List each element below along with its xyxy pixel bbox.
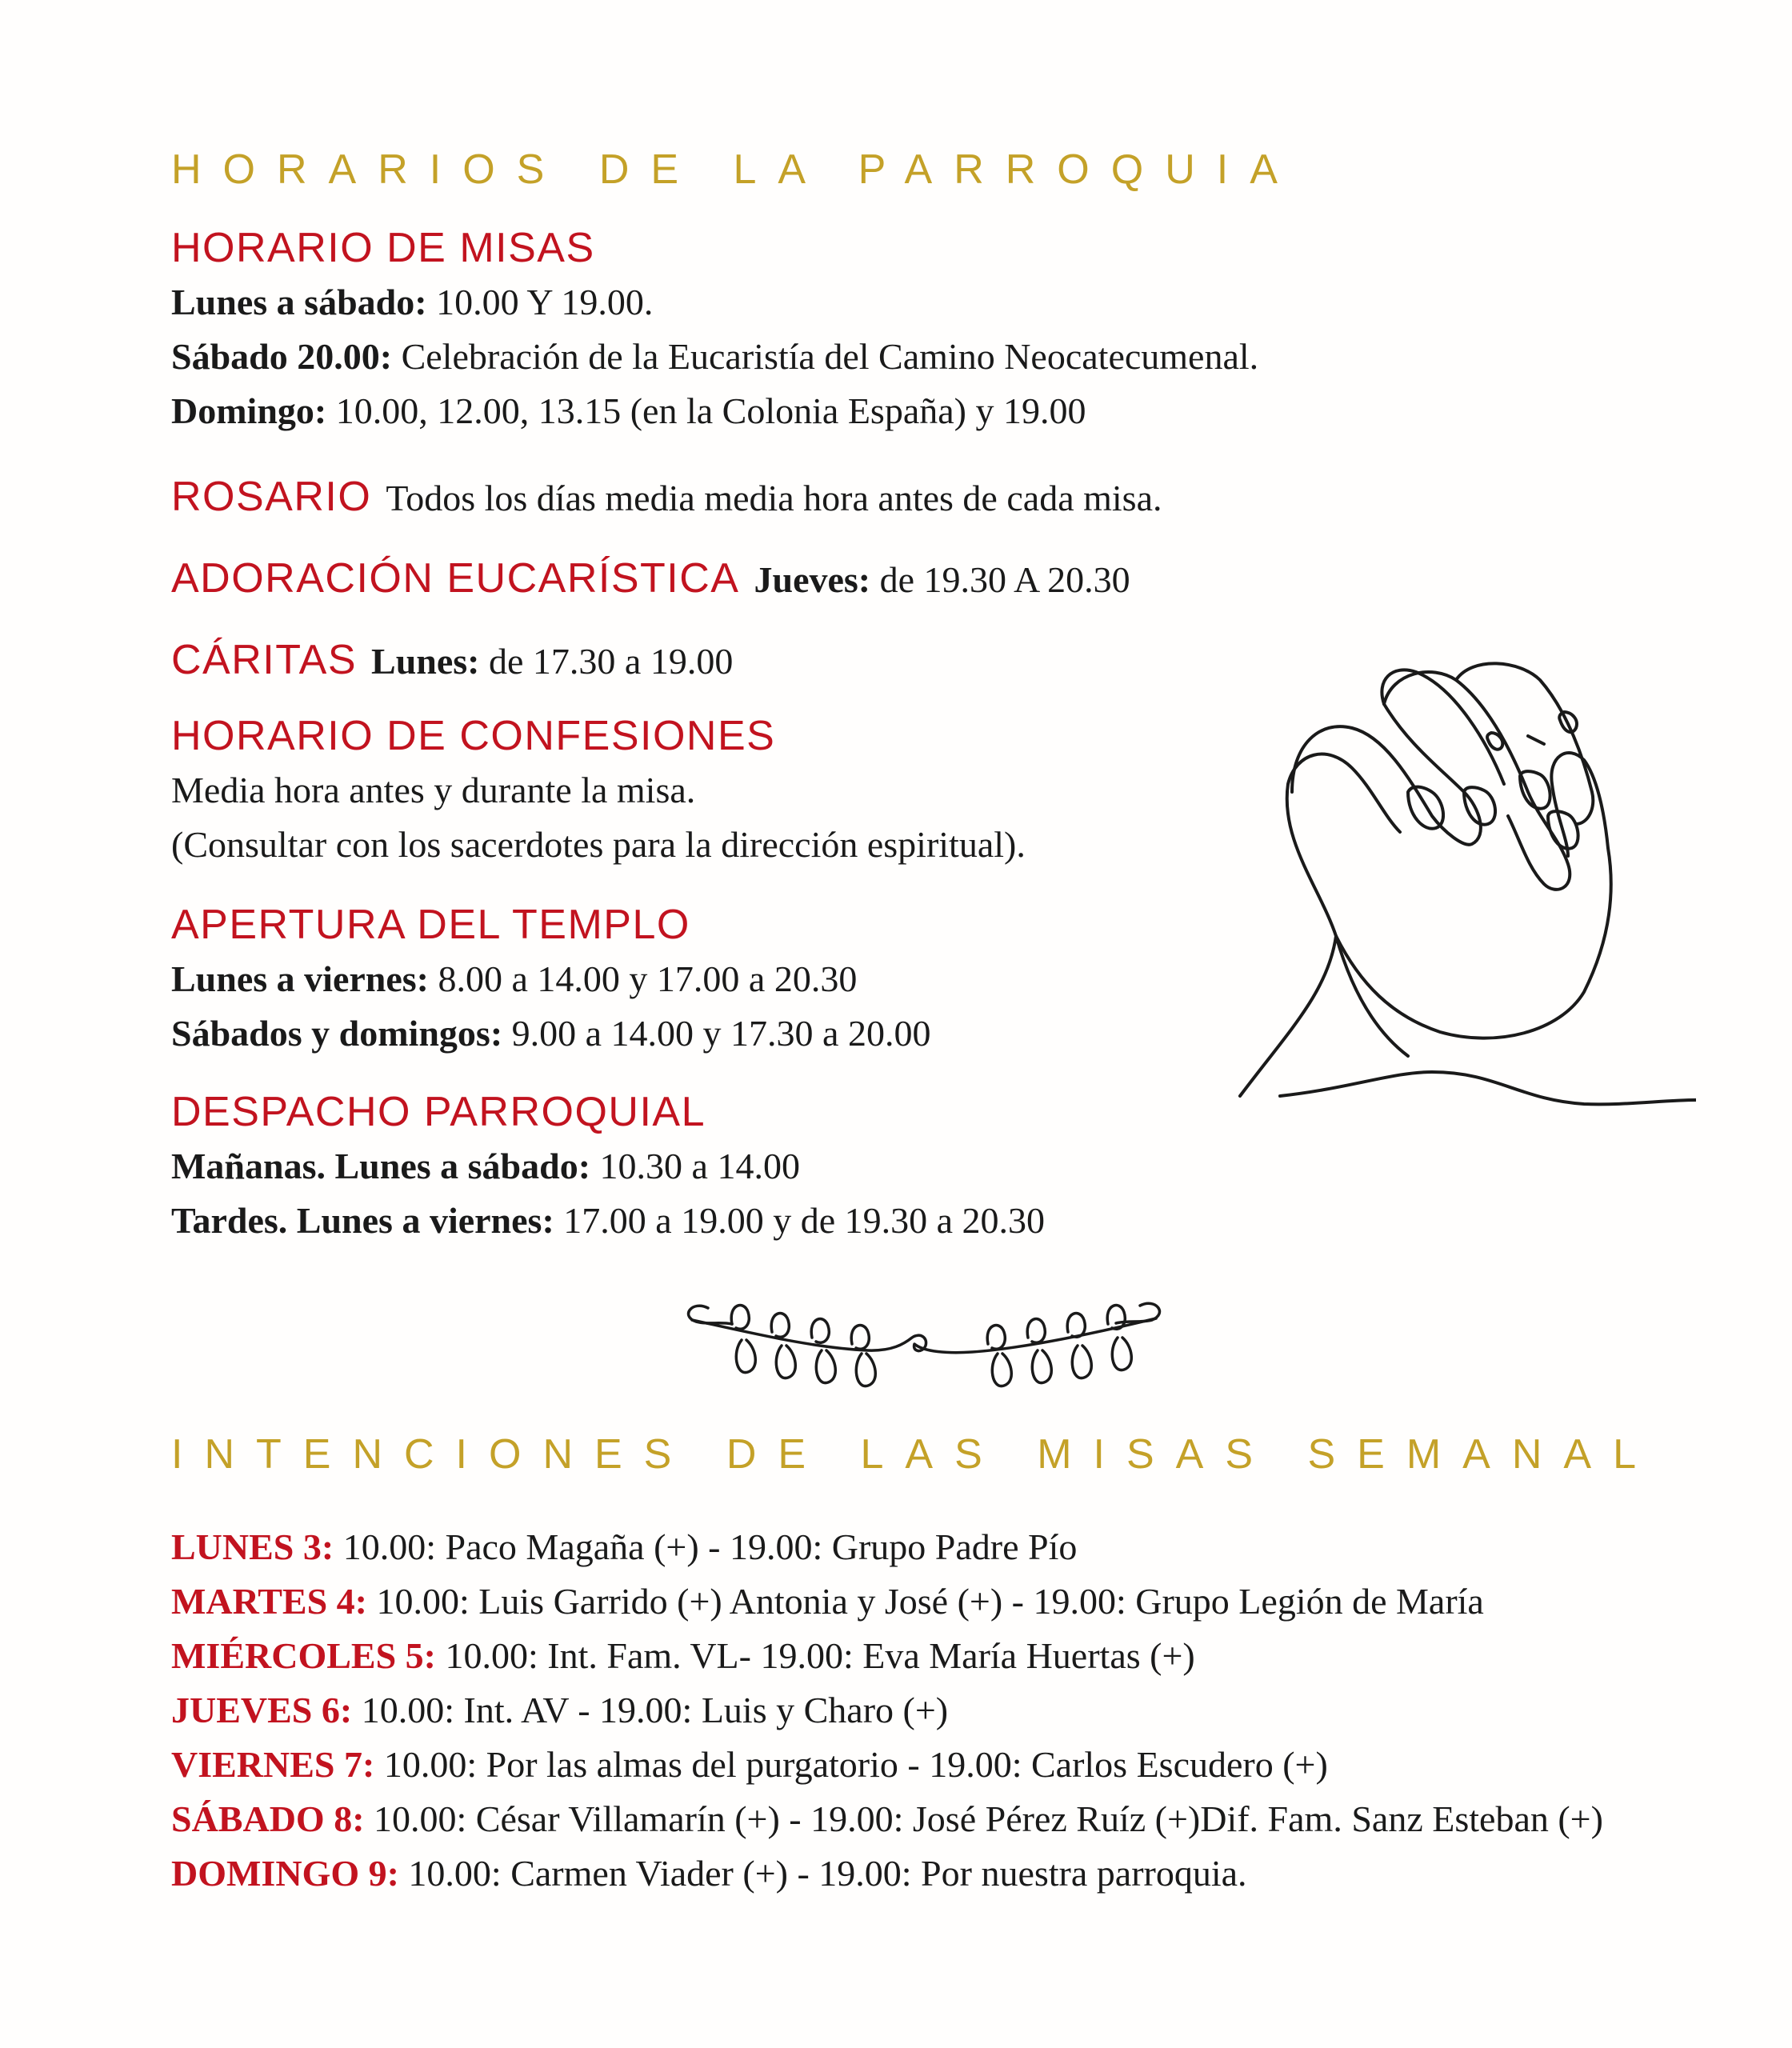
apertura-line-label: Lunes a viernes: <box>171 958 429 999</box>
apertura-heading: APERTURA DEL TEMPLO <box>171 902 690 948</box>
intencion-row <box>171 1738 1603 1792</box>
intencion-day: VIERNES 7: <box>171 1744 375 1785</box>
intencion-text: 10.00: Paco Magaña (+) - 19.00: Grupo Padre Pío <box>334 1526 1078 1567</box>
intenciones-list <box>171 1520 1603 1901</box>
misas-line-text: 10.00 Y 19.00. <box>426 282 654 322</box>
apertura-section <box>171 898 930 1061</box>
adoracion-label: Jueves: <box>754 559 871 600</box>
caritas-heading: CÁRITAS <box>171 637 358 683</box>
misas-line-label: Domingo: <box>171 390 327 431</box>
intencion-day: MIÉRCOLES 5: <box>171 1635 436 1676</box>
adoracion-text: de 19.30 A 20.30 <box>870 559 1130 600</box>
despacho-line <box>171 1194 1045 1248</box>
intencion-day: DOMINGO 9: <box>171 1853 399 1894</box>
intencion-row <box>171 1629 1603 1683</box>
despacho-section <box>171 1085 1045 1248</box>
despacho-line-label: Mañanas. Lunes a sábado: <box>171 1146 591 1186</box>
despacho-line-text: 10.30 a 14.00 <box>590 1146 800 1186</box>
intencion-row <box>171 1683 1603 1738</box>
misas-line <box>171 275 1258 330</box>
intenciones-title: INTENCIONES DE LAS MISAS SEMANAL <box>171 1431 1658 1478</box>
misas-heading: HORARIO DE MISAS <box>171 225 595 271</box>
apertura-line-text: 8.00 a 14.00 y 17.00 a 20.30 <box>429 958 858 999</box>
caritas-text: de 17.30 a 19.00 <box>479 641 734 682</box>
misas-section <box>171 221 1258 438</box>
intencion-row <box>171 1574 1603 1629</box>
intencion-day: JUEVES 6: <box>171 1690 353 1730</box>
intencion-text: 10.00: Por las almas del purgatorio - 19.00: Carlos Escudero (+) <box>374 1744 1328 1785</box>
intencion-text: 10.00: César Villamarín (+) - 19.00: José Pérez Ruíz (+)Dif. Fam. Sanz Esteban (+) <box>364 1798 1603 1839</box>
misas-line-text: 10.00, 12.00, 13.15 (en la Colonia España) y 19.00 <box>326 390 1086 431</box>
intencion-text: 10.00: Int. AV - 19.00: Luis y Charo (+) <box>352 1690 949 1730</box>
apertura-line-text: 9.00 a 14.00 y 17.30 a 20.00 <box>502 1013 931 1054</box>
adoracion-section <box>171 547 1130 611</box>
page-title: HORARIOS DE LA PARROQUIA <box>171 146 1299 193</box>
confesiones-heading: HORARIO DE CONFESIONES <box>171 713 776 759</box>
confesiones-line: (Consultar con los sacerdotes para la dirección espiritual). <box>171 824 1026 865</box>
caritas-label: Lunes: <box>371 641 480 682</box>
intencion-text: 10.00: Carmen Viader (+) - 19.00: Por nuestra parroquia. <box>398 1853 1247 1894</box>
apertura-line-label: Sábados y domingos: <box>171 1013 503 1054</box>
intencion-day: SÁBADO 8: <box>171 1798 365 1839</box>
despacho-line <box>171 1139 1045 1194</box>
intencion-row <box>171 1792 1603 1846</box>
intencion-day: LUNES 3: <box>171 1526 334 1567</box>
apertura-line <box>171 1006 930 1061</box>
misas-line-label: Lunes a sábado: <box>171 282 427 322</box>
intencion-row <box>171 1846 1603 1901</box>
intencion-day: MARTES 4: <box>171 1581 368 1622</box>
caritas-section <box>171 629 733 693</box>
intencion-text: 10.00: Int. Fam. VL- 19.00: Eva María Huertas (+) <box>435 1635 1195 1676</box>
rosario-text: Todos los días media media hora antes de cada misa. <box>386 478 1162 518</box>
laurel-vine-icon <box>684 1288 1164 1392</box>
misas-line <box>171 384 1258 438</box>
confesiones-section <box>171 709 1026 872</box>
misas-line <box>171 330 1258 384</box>
misas-line-label: Sábado 20.00: <box>171 336 393 377</box>
confesiones-line: Media hora antes y durante la misa. <box>171 770 696 810</box>
despacho-line-label: Tardes. Lunes a viernes: <box>171 1200 554 1241</box>
praying-hands-icon <box>1232 656 1696 1120</box>
rosario-heading: ROSARIO <box>171 474 372 520</box>
despacho-line-text: 17.00 a 19.00 y de 19.30 a 20.30 <box>554 1200 1046 1241</box>
misas-line-text: Celebración de la Eucaristía del Camino Neocatecumenal. <box>392 336 1259 377</box>
adoracion-heading: ADORACIÓN EUCARÍSTICA <box>171 555 740 602</box>
intencion-text: 10.00: Luis Garrido (+) Antonia y José (+) - 19.00: Grupo Legión de María <box>367 1581 1484 1622</box>
rosario-section <box>171 466 1162 530</box>
apertura-line <box>171 952 930 1006</box>
despacho-heading: DESPACHO PARROQUIAL <box>171 1089 706 1135</box>
intencion-row <box>171 1520 1603 1574</box>
